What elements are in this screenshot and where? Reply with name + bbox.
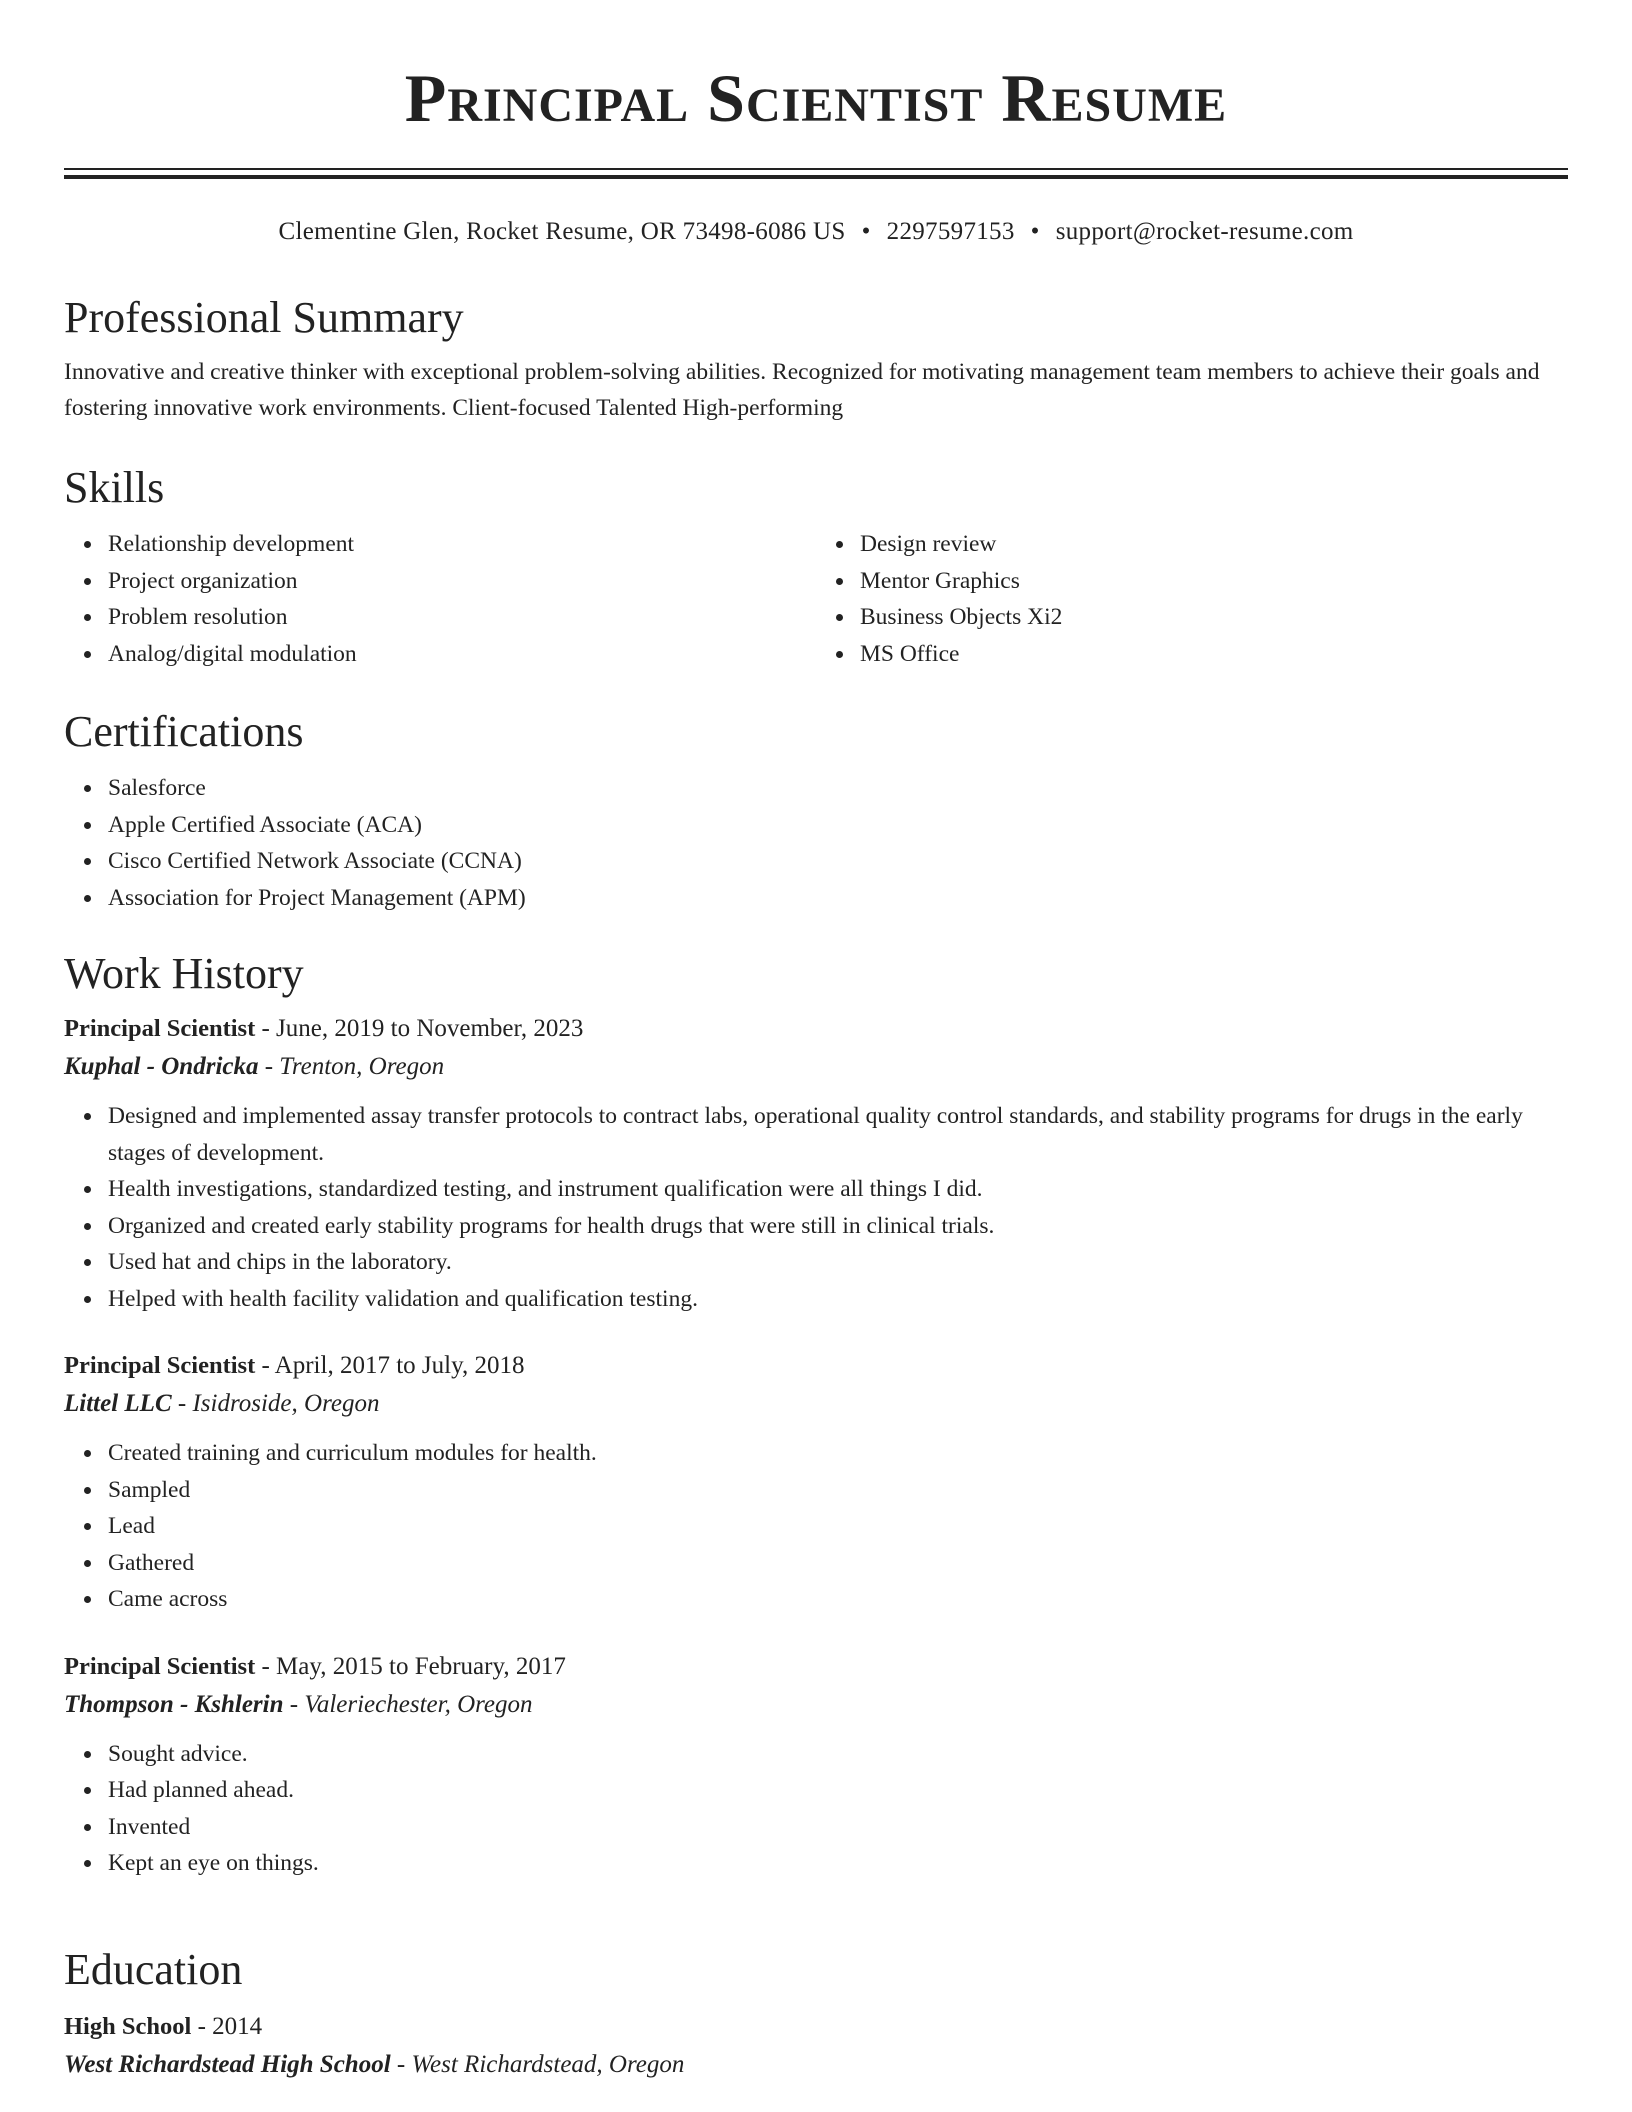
resume-title: Principal Scientist Resume	[404, 60, 1228, 136]
job-bullet: Gathered	[108, 1545, 1568, 1582]
job-bullet: Invented	[108, 1809, 1568, 1846]
job-bullet: Created training and curriculum modules for health.	[108, 1435, 1568, 1472]
contact-separator: •	[861, 218, 871, 245]
skills-columns	[64, 526, 1568, 672]
skill-item: Business Objects Xi2	[860, 599, 1568, 636]
contact-phone: 2297597153	[886, 218, 1015, 245]
education-school-line	[64, 2046, 1568, 2084]
skill-item: Problem resolution	[108, 599, 816, 636]
job-dates: - April, 2017 to July, 2018	[255, 1352, 525, 1379]
certification-item: Apple Certified Associate (ACA)	[108, 807, 1568, 844]
job-title: Principal Scientist	[64, 1352, 256, 1379]
certifications-heading: Certifications	[64, 707, 304, 756]
job-bullet: Health investigations, standardized testing, and instrument qualification were all things I did.	[108, 1171, 1568, 1208]
job-bullet: Kept an eye on things.	[108, 1845, 1568, 1882]
job-company: Littel LLC	[64, 1390, 172, 1417]
job-company-line	[64, 1048, 1568, 1086]
certification-item: Association for Project Management (APM)	[108, 880, 1568, 917]
job-company-line	[64, 1686, 1568, 1724]
job-title-line	[64, 1010, 1568, 1048]
skill-item: Design review	[860, 526, 1568, 563]
education-section	[64, 1942, 1568, 2084]
skills-list-left	[64, 526, 816, 672]
job-title-line	[64, 1648, 1568, 1686]
certifications-section	[64, 704, 1568, 916]
job-dates: - May, 2015 to February, 2017	[255, 1652, 566, 1680]
contact-address: Clementine Glen, Rocket Resume, OR 73498-6086 US	[278, 218, 846, 245]
job-location: - Trenton, Oregon	[258, 1053, 445, 1080]
job-title-line	[64, 1347, 1568, 1385]
skill-item: Mentor Graphics	[860, 563, 1568, 600]
job-entry	[64, 1010, 1568, 1317]
job-bullet: Used hat and chips in the laboratory.	[108, 1244, 1568, 1281]
work-history-heading: Work History	[64, 949, 304, 998]
skill-item: MS Office	[860, 636, 1568, 673]
education-entry	[64, 2008, 1568, 2084]
job-dates: - June, 2019 to November, 2023	[255, 1015, 584, 1042]
job-bullet: Helped with health facility validation and qualification testing.	[108, 1281, 1568, 1318]
job-bullet: Designed and implemented assay transfer protocols to contract labs, operational quality control standards, and stability programs for drugs in the early stages of development.	[108, 1098, 1568, 1171]
job-bullet: Sought advice.	[108, 1736, 1568, 1773]
job-bullet: Lead	[108, 1508, 1568, 1545]
job-bullets	[64, 1098, 1568, 1317]
job-entry	[64, 1347, 1568, 1618]
skill-item: Project organization	[108, 563, 816, 600]
job-bullet: Organized and created early stability programs for health drugs that were still in clinical trials.	[108, 1208, 1568, 1245]
skill-item: Analog/digital modulation	[108, 636, 816, 673]
certifications-list	[64, 770, 1568, 916]
skills-heading: Skills	[64, 463, 165, 512]
education-year: - 2014	[191, 2013, 263, 2040]
summary-section	[64, 290, 1568, 426]
job-bullet: Had planned ahead.	[108, 1772, 1568, 1809]
job-company-line	[64, 1385, 1568, 1423]
job-bullets	[64, 1736, 1568, 1882]
job-title: Principal Scientist	[64, 1652, 256, 1680]
contact-line	[0, 214, 1632, 250]
job-company: Thompson - Kshlerin	[64, 1690, 284, 1718]
education-school: West Richardstead High School	[64, 2051, 391, 2078]
job-bullet: Came across	[108, 1581, 1568, 1618]
skills-list-right	[816, 526, 1568, 672]
skill-item: Relationship development	[108, 526, 816, 563]
education-degree-line	[64, 2008, 1568, 2046]
contact-email[interactable]: support@rocket-resume.com	[1055, 218, 1354, 245]
summary-text: Innovative and creative thinker with exceptional problem-solving abilities. Recognized for motivating management team members to achieve their goals and fostering innovative work environments. Client-focused Talented High-performing	[64, 359, 1540, 421]
job-location: - Valeriechester, Oregon	[283, 1690, 533, 1718]
summary-heading: Professional Summary	[64, 293, 464, 342]
contact-separator: •	[1030, 218, 1040, 245]
education-degree: High School	[64, 2013, 192, 2040]
job-company: Kuphal - Ondricka	[64, 1053, 259, 1080]
title-rule-thick	[64, 175, 1568, 179]
job-bullets	[64, 1435, 1568, 1618]
certification-item: Cisco Certified Network Associate (CCNA)	[108, 843, 1568, 880]
skills-section	[64, 460, 1568, 672]
certification-item: Salesforce	[108, 770, 1568, 807]
education-heading: Education	[64, 1945, 243, 1994]
job-location: - Isidroside, Oregon	[171, 1390, 380, 1417]
job-bullet: Sampled	[108, 1472, 1568, 1509]
job-title: Principal Scientist	[64, 1015, 256, 1042]
title-rule-thin	[64, 168, 1568, 170]
work-history-section	[64, 946, 1568, 1882]
education-location: - West Richardstead, Oregon	[390, 2051, 685, 2078]
job-entry	[64, 1648, 1568, 1882]
